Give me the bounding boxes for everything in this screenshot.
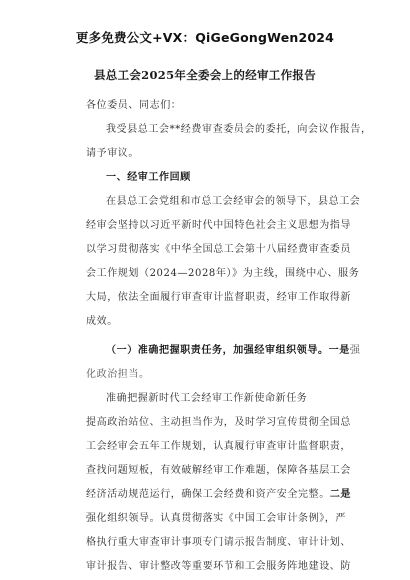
paragraph-line: 以学习贯彻落实《中华全国总工会第十八届经费审查委员	[86, 244, 351, 255]
paragraph-bold-tail: 二是	[329, 489, 352, 500]
paragraph-line: 会工作规划（2024—2028年）》为主线，围绕中心、服务	[86, 268, 360, 279]
paragraph-line	[86, 483, 352, 507]
subsection-heading-tail: 强	[349, 345, 361, 356]
paragraph-line: 化政治担当。	[86, 369, 150, 380]
header-watermark: 更多免费公文+VX：QiGeGongWen2024	[75, 30, 335, 45]
paragraph-line: 查找问题短板，有效破解经审工作难题，保障各基层工会	[86, 465, 351, 476]
intro-line: 我受县总工会**经费审查委员会的委托，向会议作报告，	[106, 124, 372, 135]
section-heading: 一、经审工作回顾	[106, 172, 191, 183]
paragraph-line: 提高政治站位、主动担当作为，及时学习宣传贯彻全国总	[86, 417, 351, 428]
paragraph-line: 成效。	[86, 316, 118, 327]
paragraph-line: 工会经审会五年工作规划，认真履行审查审计监督职责，	[86, 441, 351, 452]
greeting: 各位委员、同志们：	[86, 100, 182, 111]
document-body	[86, 90, 372, 579]
intro-line: 请予审议。	[86, 148, 139, 159]
paragraph-line: 准确把握新时代工会经审工作新使命新任务	[106, 393, 308, 404]
paragraph-line: 在县总工会党组和市总工会经审会的领导下，县总工会	[106, 196, 361, 207]
paragraph-line: 格执行重大审查审计事项专门请示报告制度、审计计划、	[86, 537, 351, 548]
subsection-heading: （一）准确把握职责任务，加强经审组织领导。一是	[106, 345, 350, 356]
paragraph-line: 经审会坚持以习近平新时代中国特色社会主义思想为指导	[86, 220, 351, 231]
document-title: 县总工会2025年全委会上的经审工作报告	[93, 68, 316, 82]
subsection-heading-line	[86, 339, 361, 363]
paragraph-text: 经济活动规范运行，确保工会经费和资产安全完整。	[86, 489, 330, 500]
paragraph-line: 大局，依法全面履行审查审计监督职责，经审工作取得新	[86, 292, 351, 303]
paragraph-line: 强化组织领导。认真贯彻落实《中国工会审计条例》，严	[86, 513, 346, 524]
paragraph-line: 审计报告、审计整改等重要环节和工会服务阵地建设、防	[86, 561, 351, 572]
